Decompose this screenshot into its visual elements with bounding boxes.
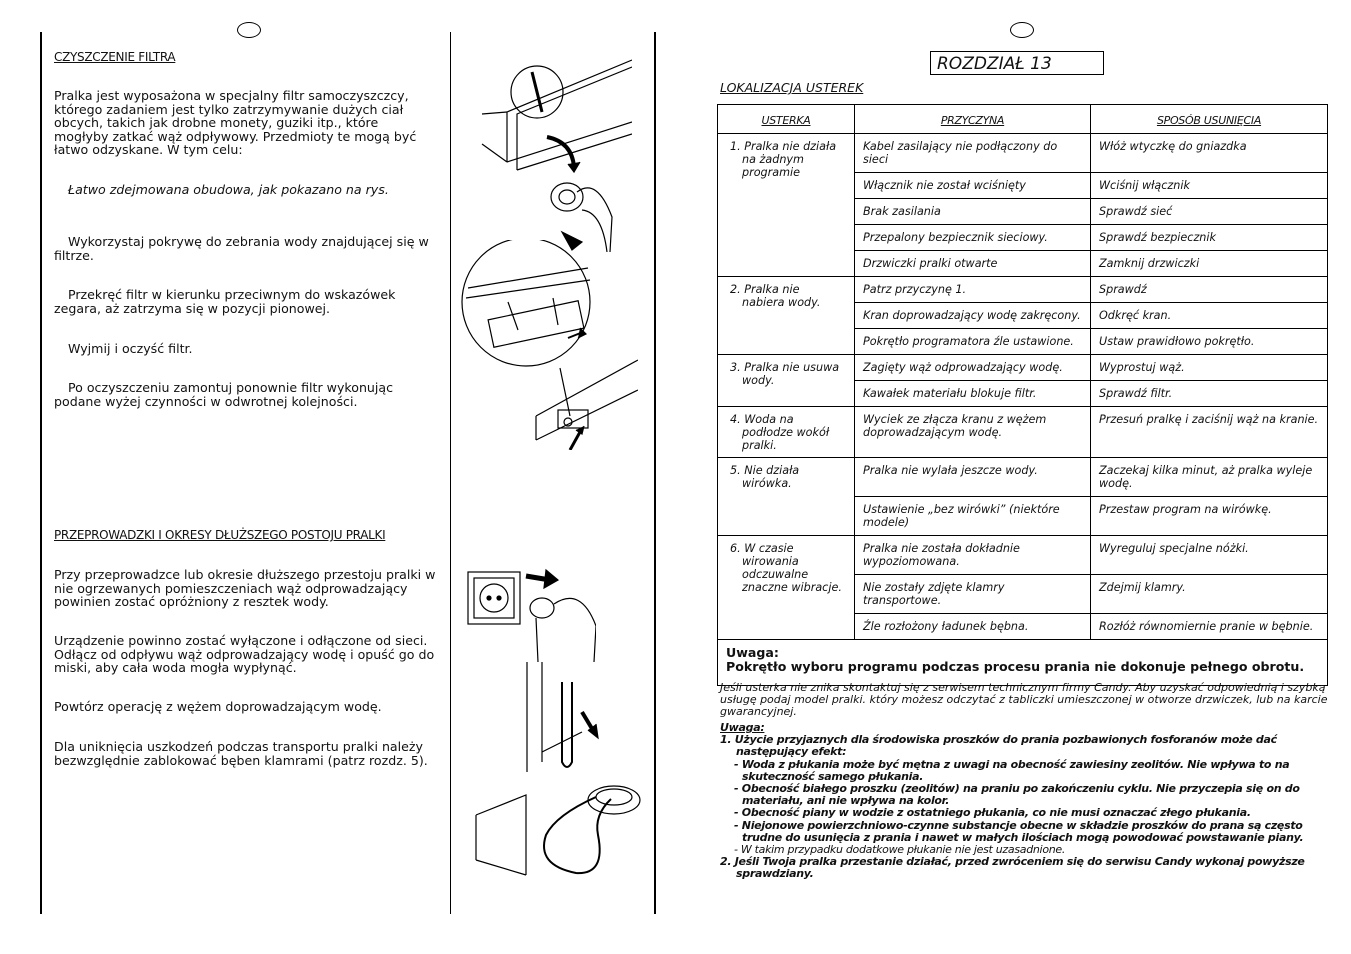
warning-dash-4: - Niejonowe powierzchniowo-czynne substancje obecne w składzie proszków do prana są często trudne do usunięcia z prania i nawet w małych ilościach mogą powodować powstawanie piany. xyxy=(734,818,1304,844)
table-cell-cause: Włącznik nie został wciśnięty xyxy=(855,173,1091,199)
service-contact-paragraph: Jeśli usterka nie znika skontaktuj się z serwisem technicznym firmy Candy. Aby uzyskać odpowiednią i szybką usługę podaj model pralki. który możesz odczytać z tabliczki umieszczonej w otworze drzwiczek, lub na karcie gwarancyjnej. xyxy=(720,681,1328,719)
table-cell-cause: Kran doprowadzający wodę zakręcony. xyxy=(855,303,1091,329)
paragraph-filter-step1: Łatwo zdejmowana obudowa, jak pokazano na rys. xyxy=(68,182,389,197)
table-cell-fix: Sprawdź sieć xyxy=(1091,199,1328,225)
table-cell-cause: Patrz przyczynę 1. xyxy=(855,277,1091,303)
header-problem: USTERKA xyxy=(718,105,855,134)
table-cell-fix: Wciśnij włącznik xyxy=(1091,173,1328,199)
warning-title: Uwaga: xyxy=(720,721,765,734)
table-cell-fix: Zamknij drzwiczki xyxy=(1091,251,1328,277)
left-margin-line xyxy=(40,32,42,914)
table-cell-cause: Pralka nie wylała jeszcze wody. xyxy=(855,458,1091,497)
section-title-filter: CZYSZCZENIE FILTRA xyxy=(54,50,176,64)
paragraph-moving-4: Dla uniknięcia uszkodzeń podczas transportu pralki należy bezwzględnie zablokować bęben klamrami (patrz rozdz. 5). xyxy=(54,739,428,768)
drain-bowl-illustration xyxy=(466,775,656,885)
chapter-title: ROZDZIAŁ 13 xyxy=(930,51,1104,75)
section-title-moving: PRZEPROWADZKI I OKRESY DŁUŻSZEGO POSTOJU PRALKI xyxy=(54,528,386,542)
warning-block xyxy=(720,722,1330,881)
table-cell-fix: Sprawdź filtr. xyxy=(1091,381,1328,407)
troubleshooting-table xyxy=(717,104,1328,686)
page-number-oval-right xyxy=(1010,22,1034,38)
table-note xyxy=(718,640,1328,686)
paragraph-moving-1: Przy przeprowadzce lub okresie dłuższego przestoju pralki w nie ogrzewanych pomieszczeniach wąż odprowadzający powinien zostać opróżniony z resztek wody. xyxy=(54,567,436,609)
warning-item-2: 2. Jeśli Twoja pralka przestanie działać, przed zwróceniem się do serwisu Candy wykonaj powyższe sprawdziany. xyxy=(720,855,1305,881)
table-row-problem-1: 1. Pralka nie działa na żadnym programie xyxy=(718,134,855,277)
unplug-illustration xyxy=(466,566,596,666)
table-cell-cause: Brak zasilania xyxy=(855,199,1091,225)
table-cell-cause: Kawałek materiału blokuje filtr. xyxy=(855,381,1091,407)
paragraph-moving-2: Urządzenie powinno zostać wyłączone i odłączone od sieci. Odłącz od odpływu wąż odprowadzający wodę i opuść go do miski, aby cała woda mogła wypłynąć. xyxy=(54,633,435,675)
table-cell-fix: Ustaw prawidłowo pokrętło. xyxy=(1091,329,1328,355)
table-cell-cause: Pralka nie została dokładnie wypoziomowana. xyxy=(855,536,1091,575)
warning-item-1: 1. Użycie przyjaznych dla środowiska proszków do prania pozbawionych fosforanów może dać następujący efekt: xyxy=(720,733,1277,759)
table-cell-cause: Kabel zasilający nie podłączony do sieci xyxy=(855,134,1091,173)
troubleshooting-subtitle: LOKALIZACJA USTEREK xyxy=(720,80,864,95)
table-cell-fix: Zdejmij klamry. xyxy=(1091,575,1328,614)
warning-dash-2: - Obecność białego proszku (zeolitów) na praniu po zakończeniu cyklu. Nie przyczepia się on do materiału, ani nie wpływa na kolor. xyxy=(734,782,1300,808)
paragraph-filter-step3: Przekręć filtr w kierunku przeciwnym do wskazówek zegara, aż zatrzyma się w pozycji pionowej. xyxy=(54,287,396,316)
table-cell-cause: Drzwiczki pralki otwarte xyxy=(855,251,1091,277)
table-row-problem-6: 6. W czasie wirowania odczuwalne znaczne wibracje. xyxy=(718,536,855,640)
column-divider-line xyxy=(450,32,451,914)
table-cell-cause: Przepalony bezpiecznik sieciowy. xyxy=(855,225,1091,251)
header-cause: PRZYCZYNA xyxy=(855,105,1091,134)
table-cell-cause: Ustawienie „bez wirówki” (niektóre modele) xyxy=(855,497,1091,536)
table-row-problem-3: 3. Pralka nie usuwa wody. xyxy=(718,355,855,407)
table-cell-cause: Nie zostały zdjęte klamry transportowe. xyxy=(855,575,1091,614)
table-row-problem-5: 5. Nie działa wirówka. xyxy=(718,458,855,536)
warning-dash-1: - Woda z płukania może być mętna z uwagi na obecność zawiesiny zeolitów. Nie wpływa to na skuteczność samego płukania. xyxy=(734,757,1290,783)
warning-dash-3: - Obecność piany w wodzie z ostatniego płukania, co nie musi oznaczać złego płukania. xyxy=(734,806,1251,820)
hose-illustration xyxy=(522,662,622,772)
header-fix: SPOSÓB USUNIĘCIA xyxy=(1091,105,1328,134)
paragraph-filter-intro: Pralka jest wyposażona w specjalny filtr samoczyszczcy, którego zadaniem jest tylko zatrzymywanie dużych ciał obcych, takich jak drobne monety, guziki itp., które mogłyby zatkać wąż odpływowy. Przedmioty te mogą być łatwo odzyskane. W tym celu: xyxy=(54,88,417,157)
table-cell-fix: Wyreguluj specjalne nóżki. xyxy=(1091,536,1328,575)
table-row-problem-2: 2. Pralka nie nabiera wody. xyxy=(718,277,855,355)
filter-removal-illustration xyxy=(458,240,638,450)
table-cell-fix: Sprawdź bezpiecznik xyxy=(1091,225,1328,251)
paragraph-filter-step5: Po oczyszczeniu zamontuj ponownie filtr wykonując podane wyżej czynności w odwrotnej kolejności. xyxy=(54,380,394,409)
table-row-problem-4: 4. Woda na podłodze wokół pralki. xyxy=(718,407,855,458)
table-cell-fix: Odkręć kran. xyxy=(1091,303,1328,329)
table-cell-cause: Wyciek ze złącza kranu z wężem doprowadzającym wodę. xyxy=(855,407,1091,458)
table-cell-fix: Sprawdź xyxy=(1091,277,1328,303)
warning-dash-5: - W takim przypadku dodatkowe płukanie nie jest uzasadnione. xyxy=(734,843,1066,857)
table-cell-cause: Źle rozłożony ładunek bębna. xyxy=(855,614,1091,640)
table-cell-fix: Zaczekaj kilka minut, aż pralka wyleje wodę. xyxy=(1091,458,1328,497)
paragraph-filter-step2: Wykorzystaj pokrywę do zebrania wody znajdującej się w filtrze. xyxy=(54,234,429,263)
table-cell-cause: Pokrętło programatora źle ustawione. xyxy=(855,329,1091,355)
page-number-oval-left xyxy=(237,22,261,38)
table-cell-fix: Rozłóż równomiernie pranie w bębnie. xyxy=(1091,614,1328,640)
table-cell-fix: Włóż wtyczkę do gniazdka xyxy=(1091,134,1328,173)
table-cell-fix: Przesuń pralkę i zaciśnij wąż na kranie. xyxy=(1091,407,1328,458)
filter-cover-illustration xyxy=(462,52,632,252)
table-cell-fix: Wyprostuj wąż. xyxy=(1091,355,1328,381)
paragraph-filter-step4: Wyjmij i oczyść filtr. xyxy=(68,341,193,356)
note-text: Pokrętło wyboru programu podczas procesu prania nie dokonuje pełnego obrotu. xyxy=(726,659,1305,674)
table-cell-fix: Przestaw program na wirówkę. xyxy=(1091,497,1328,536)
paragraph-moving-3: Powtórz operację z wężem doprowadzającym wodę. xyxy=(54,699,382,714)
note-title: Uwaga: xyxy=(726,645,779,660)
table-cell-cause: Zagięty wąż odprowadzający wodę. xyxy=(855,355,1091,381)
